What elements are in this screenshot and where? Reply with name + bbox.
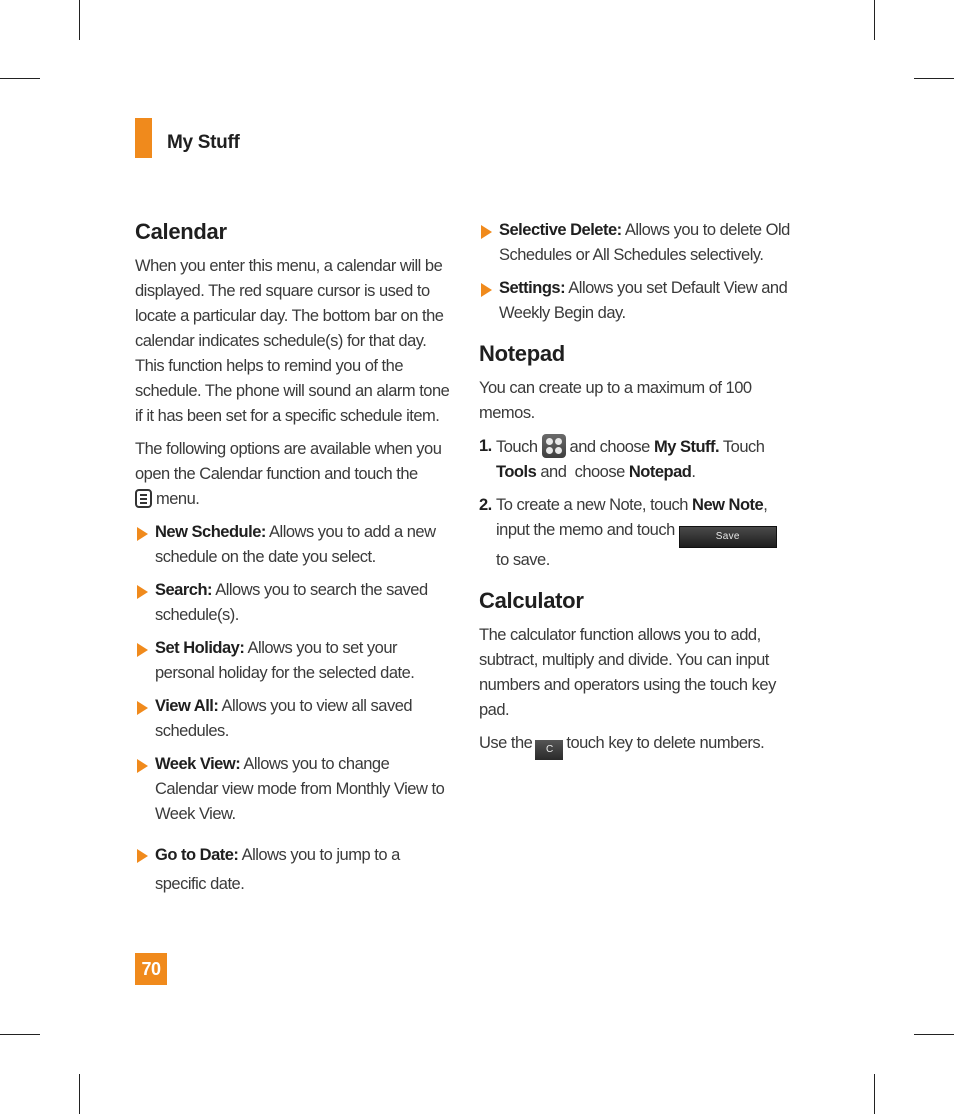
left-column <box>135 218 451 907</box>
calendar-options-intro: The following options are available when you open the Calendar function and touch the menu. <box>135 440 442 508</box>
clear-key-button: C <box>535 740 563 760</box>
crop-mark <box>914 78 954 79</box>
arrow-bullet-icon <box>137 759 148 773</box>
crop-mark <box>874 1074 875 1114</box>
calculator-intro: The calculator function allows you to add, subtract, multiply and divide. You can input numbers and operators using the touch key pad. <box>479 626 776 719</box>
crop-mark <box>79 0 80 40</box>
notepad-step-2: 2. To create a new Note, touch New Note, input the memo and touch Save to save. <box>479 493 799 573</box>
crop-mark <box>874 0 875 40</box>
calculator-clear-instruction: Use the C touch key to delete numbers. <box>479 731 799 760</box>
option-new-schedule: New Schedule: Allows you to add a new schedule on the date you select. <box>135 520 451 570</box>
menu-icon <box>135 489 152 508</box>
crop-mark <box>79 1074 80 1114</box>
calculator-heading: Calculator <box>479 588 584 613</box>
save-button: Save <box>679 526 777 548</box>
crop-mark <box>0 1034 40 1035</box>
option-view-all: View All: Allows you to view all saved schedules. <box>135 694 451 744</box>
page-number: 70 <box>135 953 167 985</box>
section-accent-bar <box>135 118 152 158</box>
arrow-bullet-icon <box>481 225 492 239</box>
option-settings: Settings: Allows you set Default View and Weekly Begin day. <box>479 276 799 326</box>
section-title: My Stuff <box>167 132 240 153</box>
arrow-bullet-icon <box>137 585 148 599</box>
arrow-bullet-icon <box>481 283 492 297</box>
arrow-bullet-icon <box>137 527 148 541</box>
notepad-step-1: 1. Touch and choose My Stuff. Touch Tools and choose Notepad. <box>479 434 799 485</box>
arrow-bullet-icon <box>137 701 148 715</box>
arrow-bullet-icon <box>137 643 148 657</box>
option-selective-delete: Selective Delete: Allows you to delete Old Schedules or All Schedules selectively. <box>479 218 799 268</box>
arrow-bullet-icon <box>137 849 148 863</box>
option-set-holiday: Set Holiday: Allows you to set your personal holiday for the selected date. <box>135 636 451 686</box>
calendar-heading: Calendar <box>135 219 227 244</box>
notepad-intro: You can create up to a maximum of 100 memos. <box>479 379 752 422</box>
option-search: Search: Allows you to search the saved schedule(s). <box>135 578 451 628</box>
option-go-to-date: Go to Date: Allows you to jump to a specific date. <box>135 841 451 899</box>
calendar-intro: When you enter this menu, a calendar will be displayed. The red square cursor is used to locate a particular day. The bottom bar on the calendar indicates schedule(s) for that day. This function helps to remind you of the schedule. The phone will sound an alarm tone if it has been set for a specific schedule item. <box>135 257 450 425</box>
right-column <box>479 218 799 768</box>
crop-mark <box>914 1034 954 1035</box>
notepad-heading: Notepad <box>479 341 565 366</box>
menu-apps-icon <box>542 434 566 458</box>
option-week-view: Week View: Allows you to change Calendar view mode from Monthly View to Week View. <box>135 752 451 827</box>
crop-mark <box>0 78 40 79</box>
